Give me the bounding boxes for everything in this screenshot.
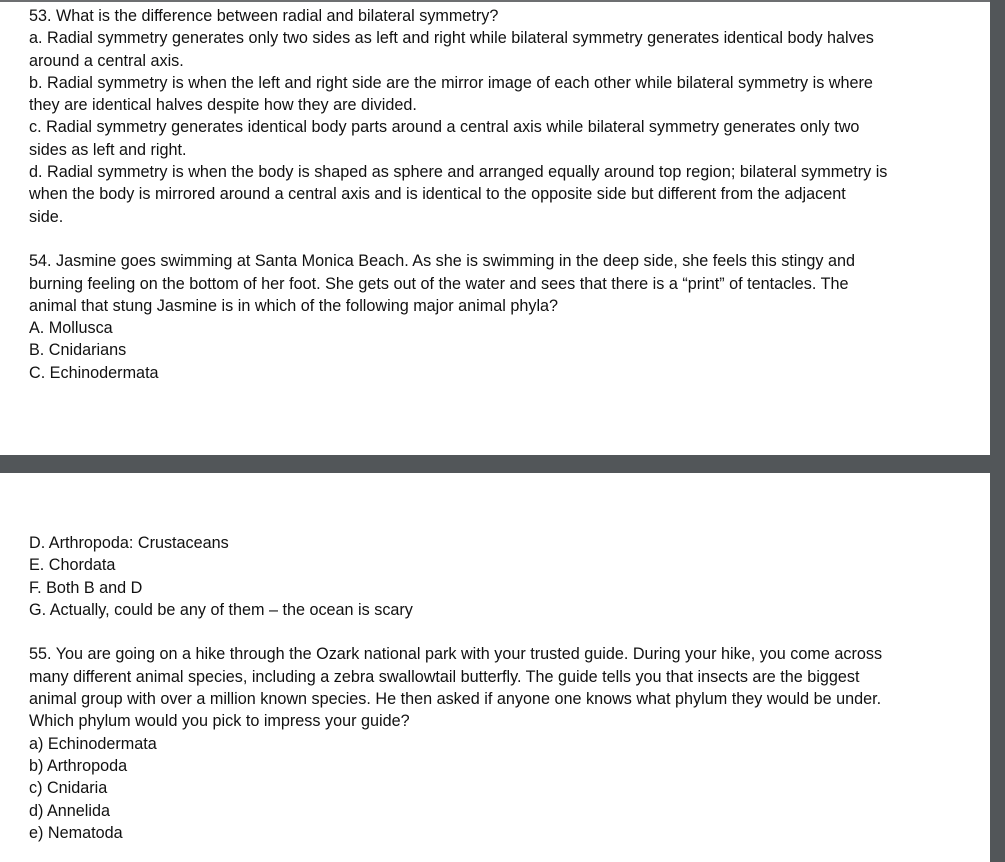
question-55-option: b) Arthropoda [29,756,128,775]
question-55-stem: many different animal species, including a zebra swallowtail butterfly. The guide tells you that insects are the biggest [29,667,860,686]
question-54-option: A. Mollusca [29,319,113,338]
question-53-option-b: they are identical halves despite how they are divided. [29,96,417,115]
question-53-option-a: around a central axis. [29,51,184,70]
question-53-stem: 53. What is the difference between radial and bilateral symmetry? [29,7,499,25]
question-55-option: a) Echinodermata [29,734,157,753]
question-53-option-c: c. Radial symmetry generates identical body parts around a central axis while bilateral symmetry generates only two [29,118,860,137]
question-54-stem: animal that stung Jasmine is in which of the following major animal phyla? [29,296,559,315]
question-53-option-b: b. Radial symmetry is when the left and right side are the mirror image of each other while bilateral symmetry is where [29,73,873,92]
question-55-stem: animal group with over a million known species. He then asked if anyone one knows what phylum they would be under. [29,690,882,709]
question-53-option-a: a. Radial symmetry generates only two sides as left and right while bilateral symmetry generates identical body halves [29,29,874,48]
question-54-option: F. Both B and D [29,578,143,597]
question-53-option-d: d. Radial symmetry is when the body is shaped as sphere and arranged equally around top region; bilateral symmetry is [29,163,888,182]
question-54-stem: 54. Jasmine goes swimming at Santa Monica Beach. As she is swimming in the deep side, she feels this stingy and [29,252,855,271]
question-55-option: d) Annelida [29,801,111,820]
question-54-option: G. Actually, could be any of them – the ocean is scary [29,600,413,619]
question-54-option: E. Chordata [29,556,116,575]
question-54-option: D. Arthropoda: Crustaceans [29,534,229,552]
question-55-option: c) Cnidaria [29,779,108,798]
document-page-2 [0,473,990,862]
question-54-stem: burning feeling on the bottom of her foot. She gets out of the water and sees that there is a “print” of tentacles. The [29,274,849,293]
question-55-stem: Which phylum would you pick to impress your guide? [29,712,410,731]
question-53-option-d: when the body is mirrored around a central axis and is identical to the opposite side but different from the adjacent [29,185,846,204]
question-53-option-c: sides as left and right. [29,140,187,159]
paragraph-gap [29,228,970,250]
question-54-option: B. Cnidarians [29,341,127,360]
question-55-option: e) Nematoda [29,823,123,842]
question-53-option-d: side. [29,207,64,226]
question-55-stem: 55. You are going on a hike through the Ozark national park with your trusted guide. During your hike, you come across [29,645,883,664]
paragraph-gap [29,621,970,643]
question-54-option: C. Echinodermata [29,363,159,382]
